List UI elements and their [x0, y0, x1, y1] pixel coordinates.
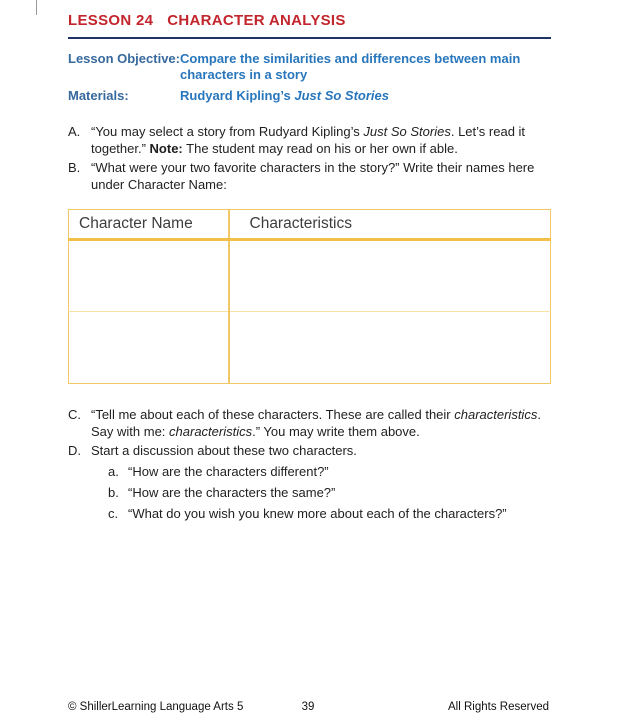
sub-item-b [108, 485, 551, 502]
sub-text: “What do you wish you knew more about each of the characters?” [128, 506, 507, 521]
step-item-b [68, 160, 551, 193]
cell-characteristics-2 [229, 312, 551, 384]
sub-item-c [108, 506, 551, 523]
page-title [68, 12, 551, 30]
text-segment: The student may read on his or her own if able. [182, 140, 458, 156]
footer-copyright: © ShillerLearning Language Arts 5 [68, 701, 244, 713]
step-marker: C. [68, 407, 81, 422]
objective-text: Compare the similarities and differences between main characters in a story [180, 51, 521, 82]
text-segment: “You may select a story from Rudyard Kipling’s [91, 124, 364, 139]
step-item-a [68, 124, 551, 157]
note-label: Note: [149, 140, 183, 156]
column-header-characteristics: Characteristics [229, 210, 551, 240]
italic-term: characteristics [454, 407, 538, 422]
steps-lower [68, 407, 551, 523]
sub-marker: c. [108, 506, 119, 521]
lesson-name: CHARACTER ANALYSIS [167, 12, 346, 29]
cell-character-name-1 [69, 240, 229, 312]
discussion-questions [68, 464, 551, 523]
table-row [69, 240, 551, 312]
table-header-row [69, 210, 551, 240]
step-text [91, 124, 551, 157]
text-segment: “What were your two favorite characters in the story?” Write their names here under Character Name: [91, 160, 535, 192]
materials-text [180, 88, 551, 104]
steps-upper [68, 124, 551, 193]
text-segment: . Say with me: [91, 407, 541, 439]
character-table [68, 209, 551, 384]
objective-label: Lesson Objective: [68, 51, 180, 66]
sub-marker: a. [108, 464, 119, 479]
column-header-character-name: Character Name [69, 210, 229, 240]
page-footer [68, 701, 549, 713]
title-divider [68, 37, 551, 39]
step-item-c [68, 407, 551, 440]
materials-book-title: Just So Stories [294, 88, 389, 103]
lesson-number: LESSON 24 [68, 12, 154, 29]
footer-rights: All Rights Reserved [448, 701, 549, 713]
text-segment: .” You may write them above. [252, 423, 420, 439]
cell-characteristics-1 [229, 240, 551, 312]
text-segment: Start a discussion about these two characters. [91, 443, 357, 458]
step-marker: D. [68, 443, 81, 458]
table-row [69, 312, 551, 384]
book-title-segment: Just So Stories [363, 124, 451, 139]
sub-text: “How are the characters different?” [128, 464, 329, 479]
sub-marker: b. [108, 485, 119, 500]
step-item-d [68, 443, 551, 460]
page-number: 39 [301, 701, 315, 713]
cell-character-name-2 [69, 312, 229, 384]
materials-label: Materials: [68, 88, 129, 103]
materials-row [68, 88, 551, 104]
lesson-meta [68, 51, 551, 104]
text-segment: “Tell me about each of these characters. These are called their [91, 407, 455, 422]
step-marker: B. [68, 160, 81, 175]
sub-item-a [108, 464, 551, 481]
step-text [91, 443, 551, 460]
step-text [91, 160, 551, 193]
step-marker: A. [68, 124, 81, 139]
sub-text: “How are the characters the same?” [128, 485, 336, 500]
materials-author: Rudyard Kipling’s [180, 88, 295, 103]
italic-term: characteristics [169, 423, 253, 439]
page-edge-artifact [36, 0, 37, 15]
objective-row [68, 51, 551, 83]
step-text [91, 407, 551, 440]
text-segment: . Let’s read it together.” [91, 124, 526, 156]
